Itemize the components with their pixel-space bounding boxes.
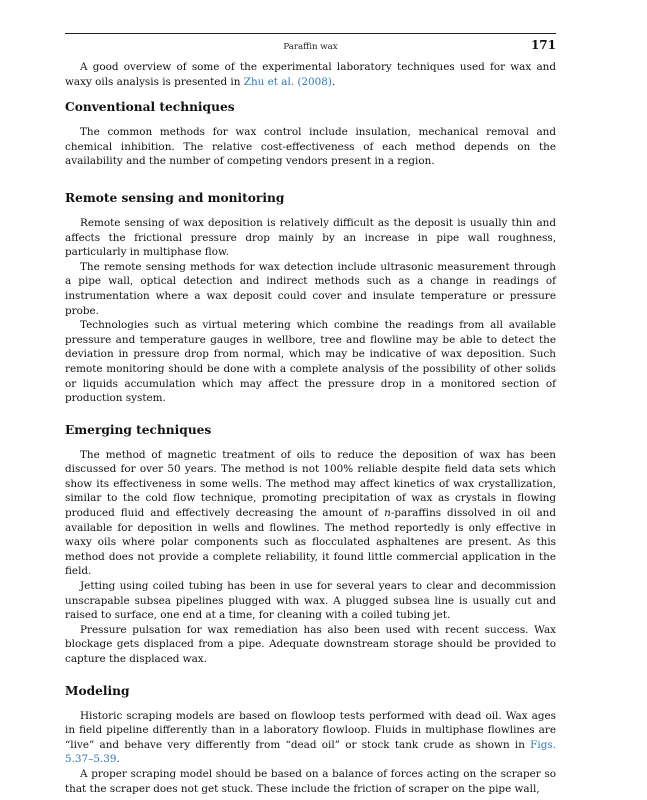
emerging-p1-italic-n: n [384, 507, 391, 520]
remote-paragraph-3: Technologies such as virtual metering which combine the readings from all available pressure and temperature gauges in wellbore, tree and flowline may be able to detect the deviation in pressure drop from normal, which may be indicative of wax deposition. Such remote monitoring should be done with a complete analysis of the possibility of other solids or liquids accumulation which may affect the pressure drop in a monitored section of production system. [65, 319, 556, 405]
remote-paragraph-1: Remote sensing of wax deposition is relatively difficult as the deposit is usually thin and affects the frictional pressure drop mainly by an increase in pipe wall roughness, particularly in multiphase flow. [65, 216, 556, 259]
remote-paragraph-2: The remote sensing methods for wax detection include ultrasonic measurement through a pipe wall, optical detection and indirect methods such as a change in readings of instrumentation where a wax deposit could cover and insulate temperature or pressure probe. [65, 260, 556, 317]
emerging-p1-part-a: The method of magnetic treatment of oils to reduce the deposition of wax has been discussed for over 50 years. The method is not 100% reliable despite field data sets which show its effectiveness in some wells. The method may affect kinetics of wax crystallization, similar to the cold flow technique, promoting precipitation of wax as crystals in flowing produced fluid and effectively decreasing the amount of [65, 448, 556, 520]
page-number: 171 [530, 38, 556, 52]
heading-remote-sensing: Remote sensing and monitoring [65, 190, 285, 205]
modeling-paragraph-1 [65, 709, 556, 767]
heading-conventional-techniques: Conventional techniques [65, 100, 235, 115]
heading-emerging-techniques: Emerging techniques [65, 422, 212, 437]
intro-paragraph [65, 60, 556, 89]
running-title: Paraffin wax [283, 42, 338, 52]
emerging-paragraph-2: Jetting using coiled tubing has been in use for several years to clear and decommission unscrapable subsea pipelines plugged with wax. A plugged subsea line is usually cut and raised to surface, one end at a time, for cleaning with a coiled tubing jet. [65, 580, 556, 622]
modeling-paragraph-2: A proper scraping model should be based on a balance of forces acting on the scraper so that the scraper does not get stuck. These include the friction of scraper on the pipe wall, [65, 767, 556, 795]
emerging-paragraph-1 [65, 448, 556, 579]
figure-link-5-37-5-39[interactable]: Figs. 5.37–5.39 [65, 738, 556, 766]
heading-modeling: Modeling [65, 683, 130, 698]
intro-tail: . [331, 75, 336, 88]
modeling-p1-part-b: . [116, 753, 120, 766]
citation-link-zhu-2008[interactable]: Zhu et al. (2008) [243, 75, 332, 88]
intro-text: A good overview of some of the experimental laboratory techniques used for wax and waxy oils analysis is presented in [65, 61, 556, 88]
modeling-p1-part-a: Historic scraping models are based on flowloop tests performed with dead oil. Wax ages in field pipeline differently than in a laboratory flowloop. Fluids in multiphase flowlines are “live” and behave very differently from “dead oil” or stock tank crude as shown in [65, 709, 556, 751]
emerging-p1-part-b: -paraffins dissolved in oil and available for deposition in wells and flowlines. The method reportedly is only effective in waxy oils where polar components such as flocculated asphaltenes are present. As this method does not provide a complete reliability, it found little commercial application in the field. [65, 507, 556, 578]
conventional-paragraph-1: The common methods for wax control include insulation, mechanical removal and chemical inhibition. The relative cost-effectiveness of each method depends on the availability and the number of competing vendors present in a region. [65, 126, 556, 168]
emerging-paragraph-3: Pressure pulsation for wax remediation has also been used with recent success. Wax blockage gets displaced from a pipe. Adequate downstream storage should be provided to capture the displaced wax. [65, 623, 556, 665]
page-header [65, 33, 556, 55]
page-body [65, 60, 556, 796]
